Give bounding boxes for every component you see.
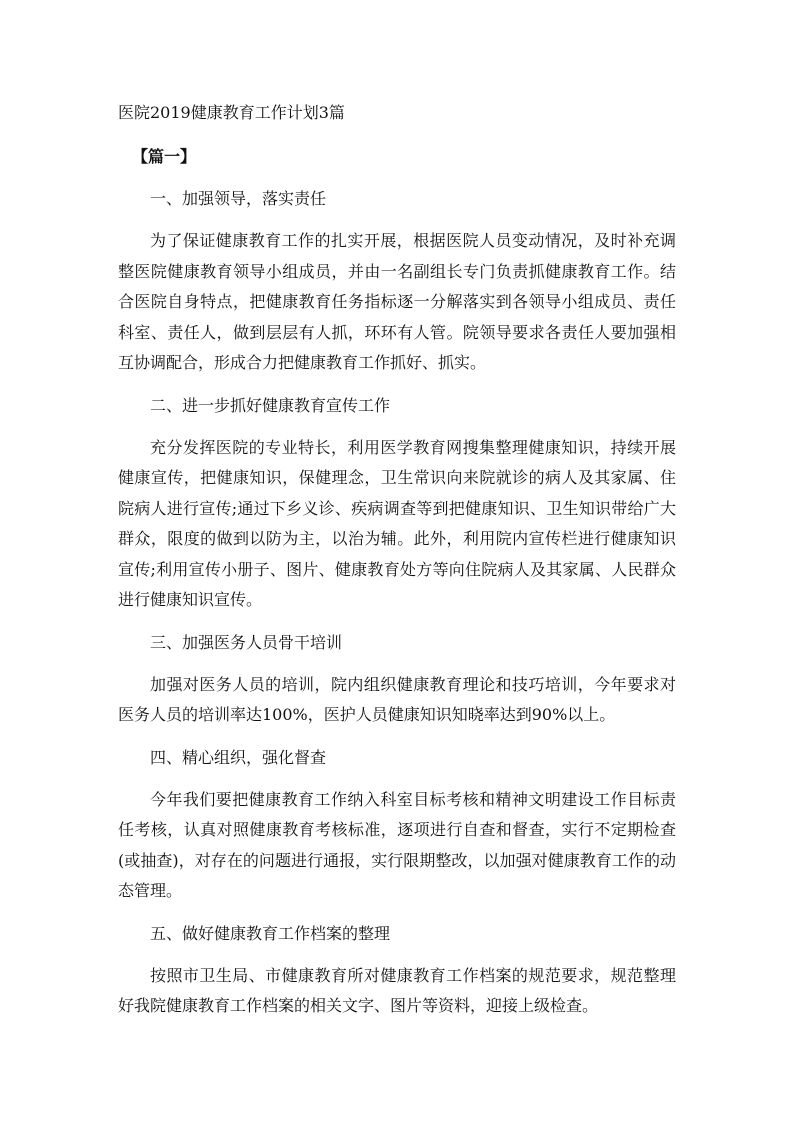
section-body: 为了保证健康教育工作的扎实开展，根据医院人员变动情况，及时补充调整医院健康教育领导小组成员，并由一名副组长专门负责抓健康教育工作。结合医院自身特点，把健康教育任务指标逐一分解落实到各领导小组成员、责任科室、责任人，做到层层有人抓，环环有人管。院领导要求各责任人要加强相互协调配合，形成合力把健康教育工作抓好、抓实。 xyxy=(118,231,676,372)
section-heading: 二、进一步抓好健康教育宣传工作 xyxy=(150,395,391,415)
section-body: 今年我们要把健康教育工作纳入科室目标考核和精神文明建设工作目标责任考核，认真对照健康教育考核标准，逐项进行自查和督查，实行不定期检查(或抽查)，对存在的问题进行通报，实行限期整改，以加强对健康教育工作的动态管理。 xyxy=(118,789,676,900)
document-title: 医院2019健康教育工作计划3篇 xyxy=(118,103,345,122)
section-heading: 四、精心组织，强化督查 xyxy=(150,747,327,767)
section-heading: 五、做好健康教育工作档案的整理 xyxy=(150,923,391,943)
section-1 xyxy=(118,186,676,379)
section-5 xyxy=(118,921,676,1022)
section-heading: 一、加强领导，落实责任 xyxy=(150,189,327,208)
section-body: 加强对医务人员的培训，院内组织健康教育理论和技巧培训，今年要求对医务人员的培训率达100%，医护人员健康知识知晓率达到90%以上。 xyxy=(118,674,676,724)
section-3 xyxy=(118,630,676,731)
section-body: 按照市卫生局、市健康教育所对健康教育工作档案的规范要求，规范整理好我院健康教育工作档案的相关文字、图片等资料，迎接上级检查。 xyxy=(118,965,676,1015)
section-2 xyxy=(118,393,676,616)
part-label: 【篇一】 xyxy=(132,147,197,166)
section-4 xyxy=(118,745,676,907)
section-heading: 三、加强医务人员骨干培训 xyxy=(150,632,343,652)
section-body: 充分发挥医院的专业特长，利用医学教育网搜集整理健康知识，持续开展健康宣传，把健康知识，保健理念，卫生常识向来院就诊的病人及其家属、住院病人进行宣传;通过下乡义诊、疾病调查等到把健康知识、卫生知识带给广大群众，限度的做到以防为主，以治为辅。此外，利用院内宣传栏进行健康知识宣传;利用宣传小册子、图片、健康教育处方等向住院病人及其家属、人民群众进行健康知识宣传。 xyxy=(118,437,676,609)
